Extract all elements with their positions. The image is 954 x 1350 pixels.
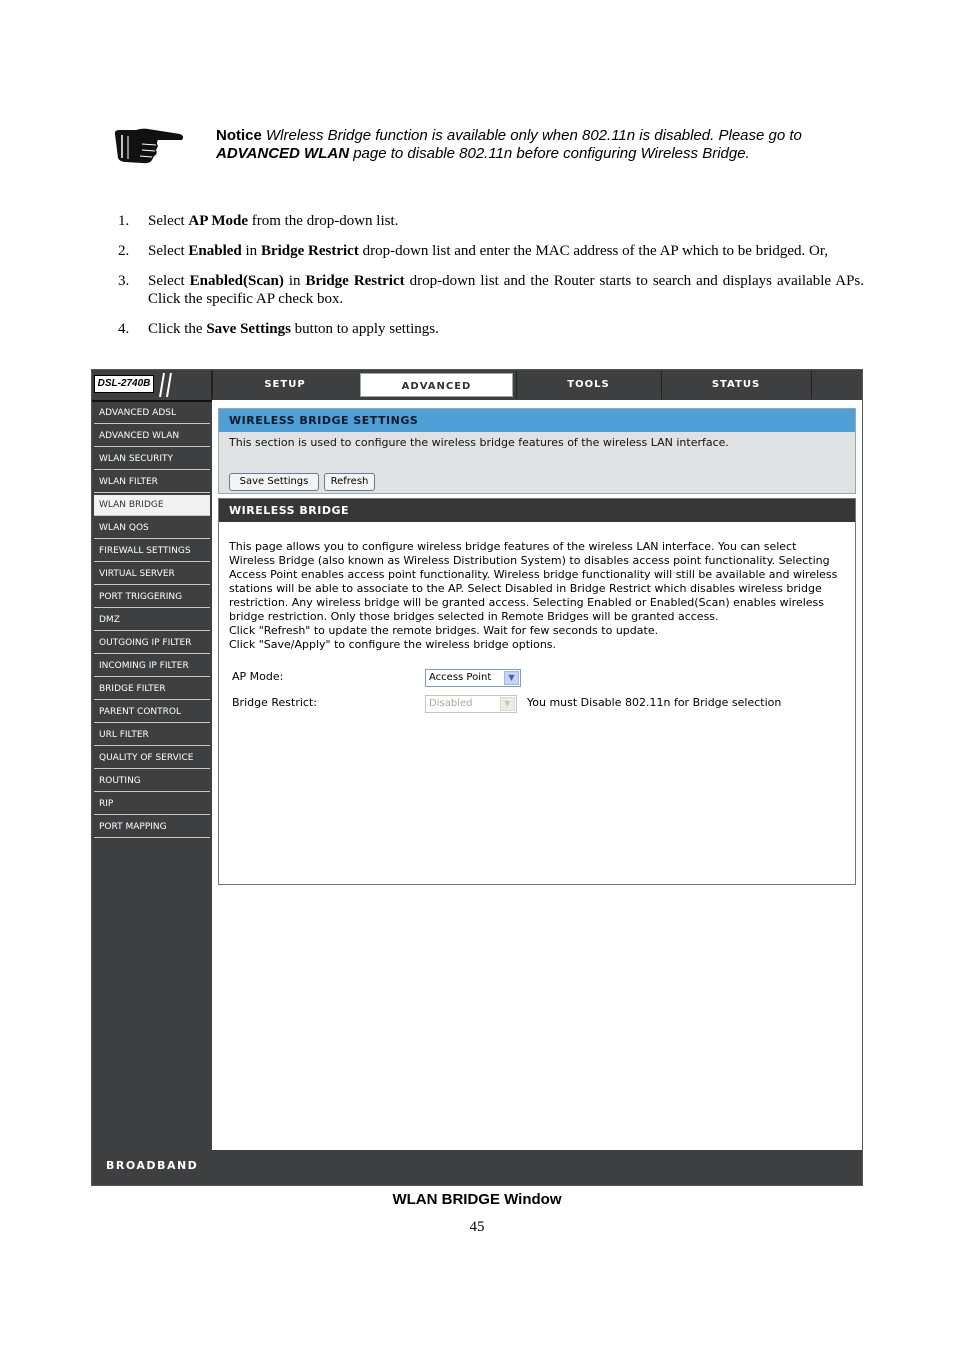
- refresh-button[interactable]: Refresh: [324, 473, 375, 491]
- tab-status[interactable]: STATUS: [661, 371, 810, 399]
- figure-caption: WLAN BRIDGE Window: [392, 1191, 562, 1208]
- step-item: 2. Select Enabled in Bridge Restrict drop-down list and enter the MAC address of the AP which to be bridged. Or,: [118, 243, 829, 259]
- page-number: 45: [469, 1219, 485, 1235]
- sidebar-item-outgoing-ip-filter[interactable]: OUTGOING IP FILTER: [94, 633, 210, 654]
- advanced-wlan-ref: ADVANCED WLAN: [216, 145, 350, 162]
- sidebar-item-advanced-adsl[interactable]: ADVANCED ADSL: [94, 403, 210, 424]
- instruction-steps: [118, 212, 864, 350]
- notice-label: Notice: [216, 127, 262, 144]
- save-settings-button[interactable]: Save Settings: [229, 473, 319, 491]
- sidebar: [92, 400, 212, 1150]
- sidebar-item-incoming-ip-filter[interactable]: INCOMING IP FILTER: [94, 656, 210, 677]
- tab-setup[interactable]: SETUP: [212, 371, 357, 399]
- sidebar-item-port-triggering[interactable]: PORT TRIGGERING: [94, 587, 210, 608]
- chevron-down-icon: ▼: [500, 697, 515, 711]
- logo-slash-icon: [158, 372, 174, 398]
- router-ui-screenshot: [91, 369, 863, 1186]
- main-content: [212, 400, 862, 1150]
- tab-tools[interactable]: TOOLS: [516, 371, 660, 399]
- tab-empty: [811, 371, 862, 399]
- sidebar-item-firewall-settings[interactable]: FIREWALL SETTINGS: [94, 541, 210, 562]
- ap-mode-label: AP Mode:: [232, 670, 284, 683]
- bridge-restrict-message: You must Disable 802.11n for Bridge selection: [527, 696, 782, 709]
- bridge-panel-title: WIRELESS BRIDGE: [219, 499, 855, 522]
- top-nav-bar: [92, 370, 862, 400]
- sidebar-item-rip[interactable]: RIP: [94, 794, 210, 815]
- sidebar-item-wlan-bridge[interactable]: WLAN BRIDGE: [94, 495, 210, 516]
- sidebar-item-dmz[interactable]: DMZ: [94, 610, 210, 631]
- step-item: 1. Select AP Mode from the drop-down list.: [118, 213, 399, 229]
- sidebar-item-quality-of-service[interactable]: QUALITY OF SERVICE: [94, 748, 210, 769]
- footer-bar: BROADBAND: [92, 1150, 862, 1185]
- step-item: 4. Click the Save Settings button to apply settings.: [118, 321, 439, 337]
- sidebar-item-url-filter[interactable]: URL FILTER: [94, 725, 210, 746]
- sidebar-item-advanced-wlan[interactable]: ADVANCED WLAN: [94, 426, 210, 447]
- sidebar-item-bridge-filter[interactable]: BRIDGE FILTER: [94, 679, 210, 700]
- product-logo: [92, 370, 212, 400]
- settings-panel-description: This section is used to configure the wireless bridge features of the wireless LAN interface.: [229, 436, 729, 449]
- pointing-hand-icon: [112, 126, 186, 166]
- sidebar-item-parent-control[interactable]: PARENT CONTROL: [94, 702, 210, 723]
- notice-text: Notice Wlreless Bridge function is available only when 802.11n is disabled. Please go to ADVANCED WLAN page to disable 802.11n before configuring Wireless Bridge.: [216, 127, 802, 162]
- bridge-restrict-label: Bridge Restrict:: [232, 696, 317, 709]
- ap-mode-select[interactable]: Access Point ▼: [425, 669, 521, 687]
- wireless-bridge-panel: [218, 498, 856, 885]
- sidebar-item-wlan-security[interactable]: WLAN SECURITY: [94, 449, 210, 470]
- tab-advanced[interactable]: ADVANCED: [358, 371, 515, 399]
- bridge-restrict-select[interactable]: Disabled ▼: [425, 695, 517, 713]
- settings-panel-title: WIRELESS BRIDGE SETTINGS: [219, 409, 855, 432]
- sidebar-item-wlan-qos[interactable]: WLAN QOS: [94, 518, 210, 539]
- sidebar-item-virtual-server[interactable]: VIRTUAL SERVER: [94, 564, 210, 585]
- sidebar-item-wlan-filter[interactable]: WLAN FILTER: [94, 472, 210, 493]
- sidebar-item-routing[interactable]: ROUTING: [94, 771, 210, 792]
- step-item: 3. Select Enabled(Scan) in Bridge Restrict drop-down list and the Router starts to search and displays available APs. Click the specific AP check box.: [118, 273, 864, 307]
- bridge-panel-description: This page allows you to configure wireless bridge features of the wireless LAN interface. You can select Wireless Bridge (also known as Wireless Distribution System) to disables access point functionality. Selecting Access Point enables access point functionality. Wireless bridge functionality will still be available and wireless stations will be able to associate to the AP. Select Disabled in Bridge Restrict which disables wireless bridge restriction. Any wireless bridge will be granted access. Selecting Enabled or Enabled(Scan) enables wireless bridge restriction. Only those bridges selected in Remote Bridges will be granted access. Click "Refresh" to update the remote bridges. Wait for few seconds to update. Click "Save/Apply" to configure the wireless bridge options.: [229, 540, 838, 651]
- model-name: DSL-2740B: [94, 375, 154, 393]
- chevron-down-icon: ▼: [504, 671, 519, 685]
- sidebar-item-port-mapping[interactable]: PORT MAPPING: [94, 817, 210, 838]
- wireless-bridge-settings-panel: [218, 408, 856, 494]
